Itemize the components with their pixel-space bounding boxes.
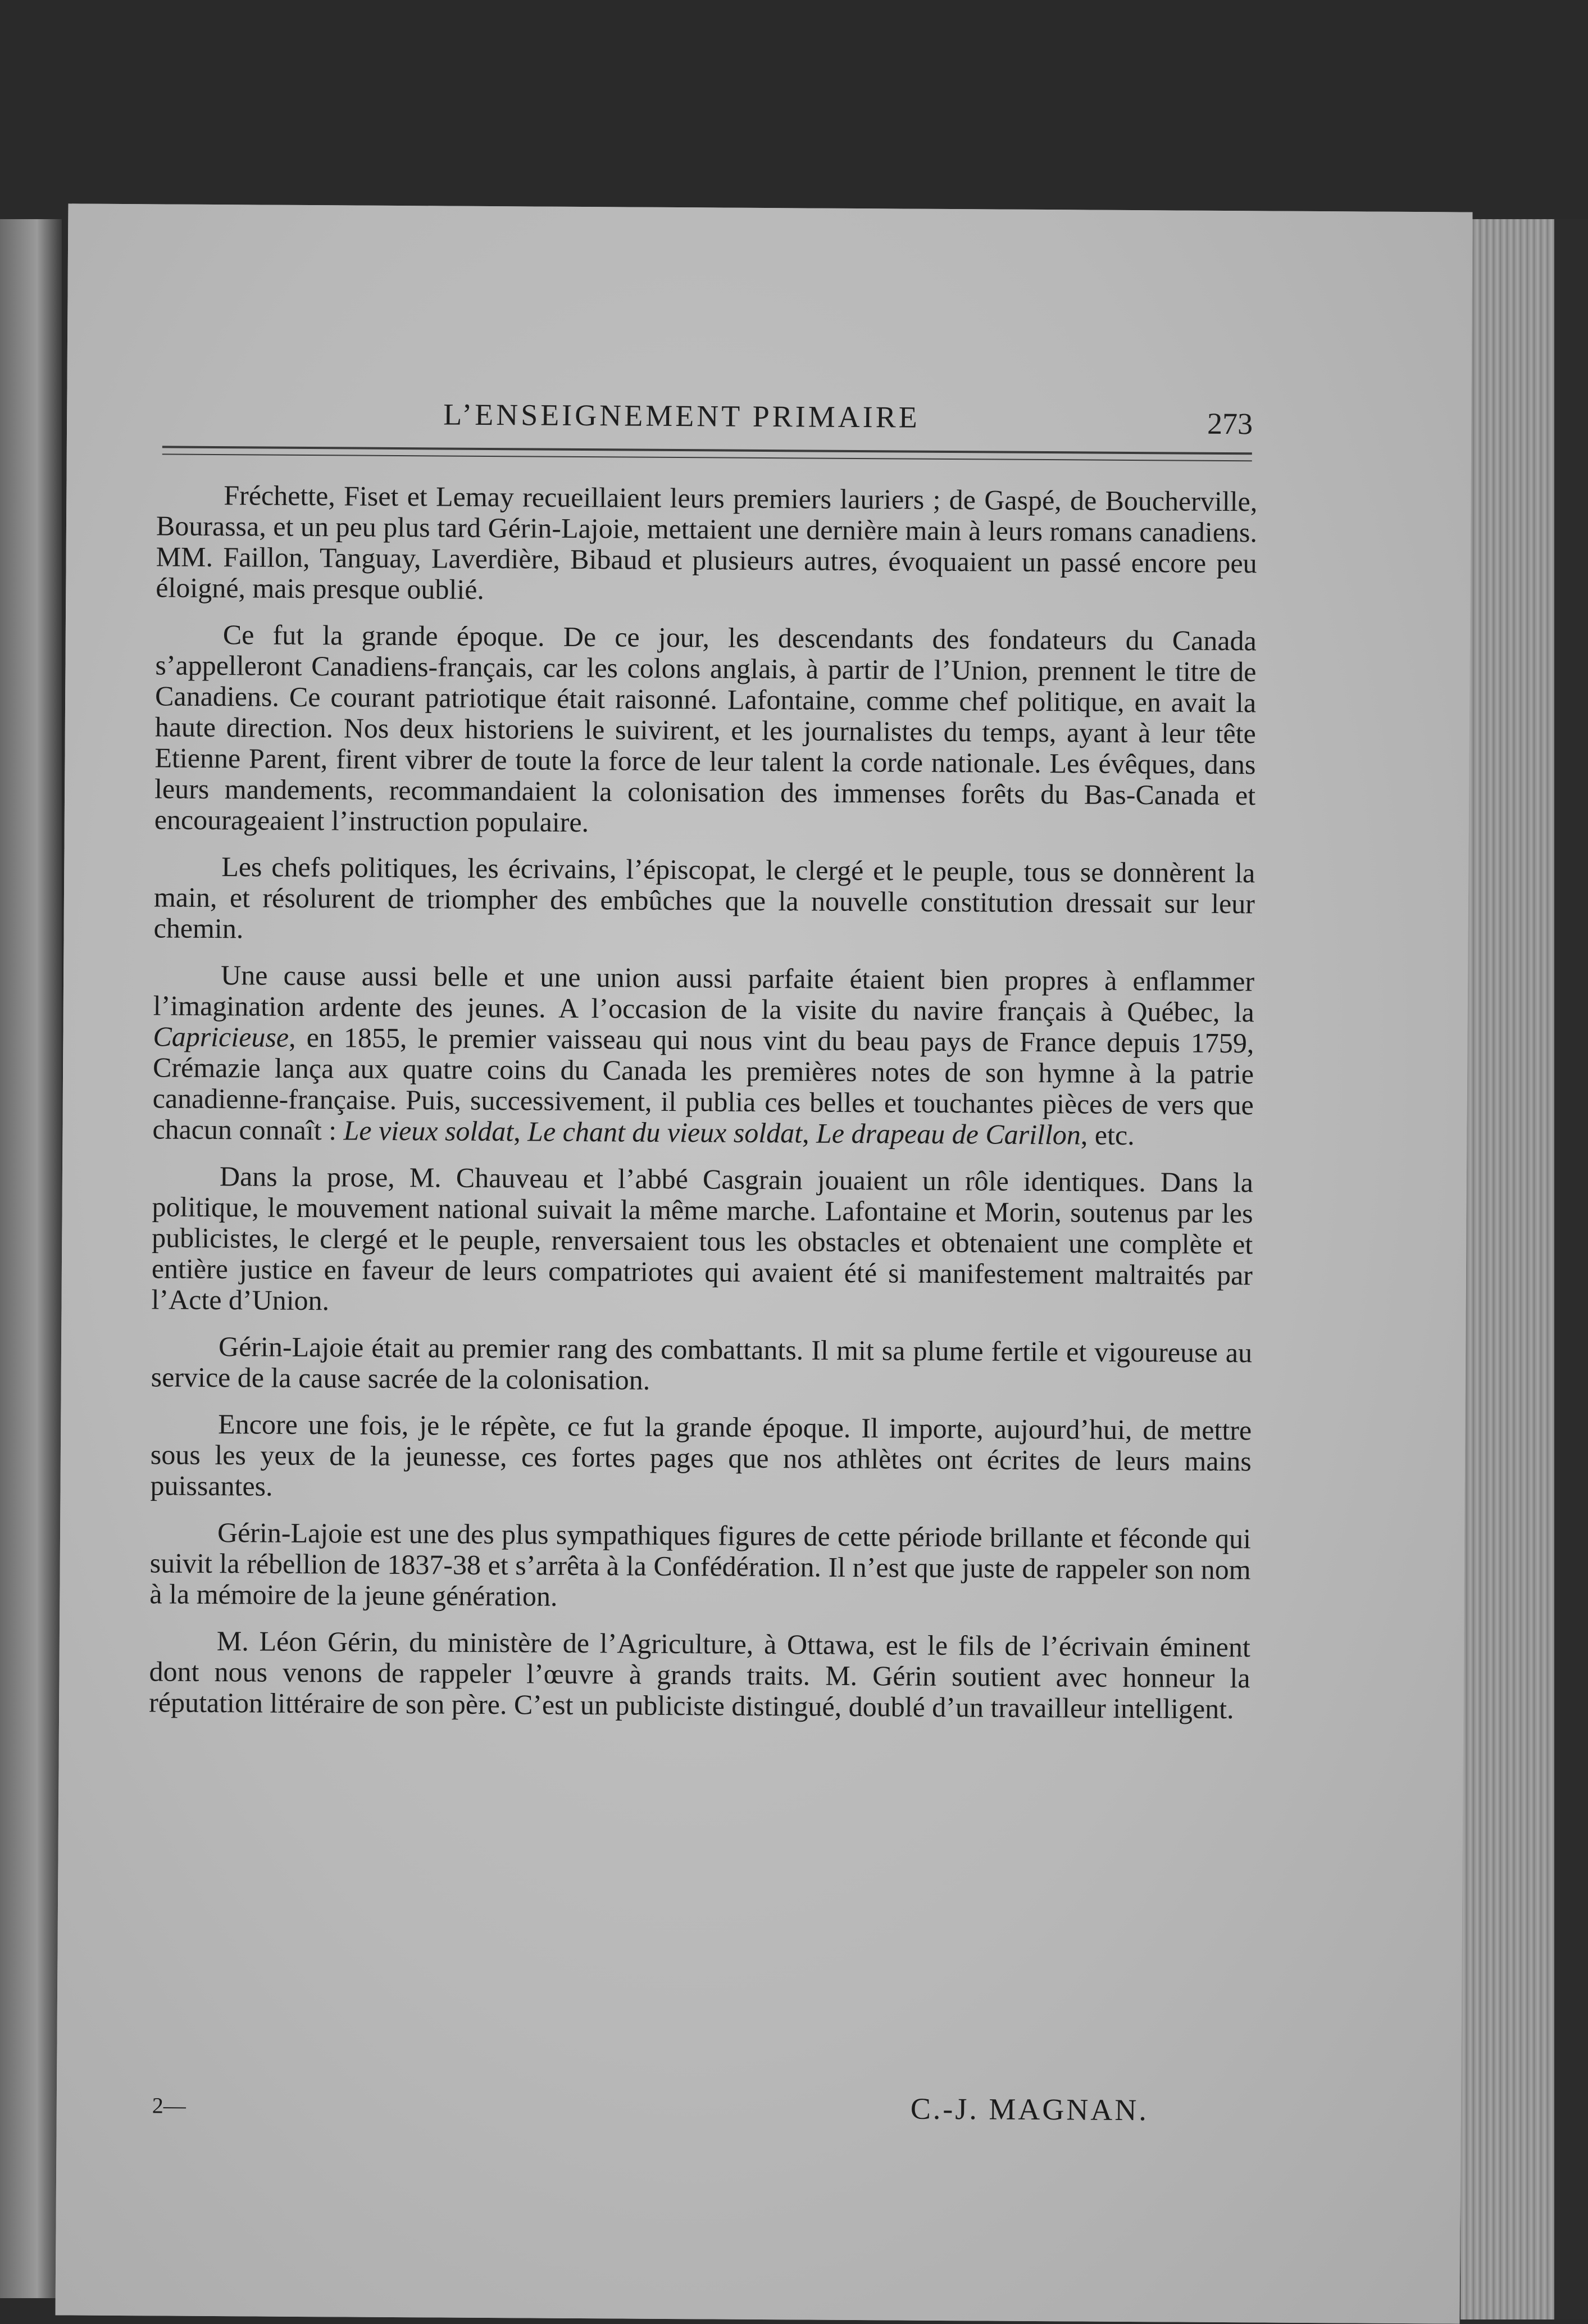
page-stack-edge	[1460, 219, 1588, 2320]
ship-name: Capricieuse	[153, 1020, 289, 1053]
book-page	[56, 203, 1473, 2323]
poem-title: Le drapeau de Carillon	[816, 1117, 1081, 1151]
paragraph: Gérin-Lajoie était au premier rang des combattants. Il mit sa plume fertile et vigoureuse au service de la cause sacrée de la colonisation.	[151, 1331, 1253, 1396]
paragraph-text: ,	[513, 1115, 528, 1147]
paragraph	[152, 959, 1254, 1151]
paragraph: M. Léon Gérin, du ministère de l’Agriculture, à Ottawa, est le fils de l’écrivain éminent dont nous venons de rappeler l’œuvre à grands traits. M. Gérin soutient avec honneur la réputation littéraire de son père. C’est un publiciste distingué, doublé d’un travailleur intelligent.	[149, 1625, 1251, 1725]
paragraph: Fréchette, Fiset et Lemay recueillaient leurs premiers lauriers ; de Gaspé, de Boucherville, Bourassa, et un peu plus tard Gérin-Lajoie, mettaient une dernière main à leurs romans canadiens. MM. Faillon, Tanguay, Laverdière, Bibaud et plusieurs autres, évoquaient un passé encore peu éloigné, mais presque oublié.	[156, 479, 1258, 605]
paragraph-text: , en 1855, le premier vaisseau qui nous vint du beau pays de France depuis 1759, Crémazie lança aux quatre coins du Canada les premières notes de son hymne à la patrie canadienne-française. Puis, successivement, il publia ces belles et touchantes pièces de vers que chacun connaît :	[152, 1021, 1254, 1146]
paragraph: Encore une fois, je le répète, ce fut la grande époque. Il importe, aujourd’hui, de mettre sous les yeux de la jeunesse, ces fortes pages que nos athlètes ont écrites de leurs mains puissantes.	[150, 1408, 1252, 1502]
page-number: 273	[1207, 406, 1253, 441]
running-head-title: L’ENSEIGNEMENT PRIMAIRE	[443, 397, 920, 434]
paragraph-text: , etc.	[1080, 1119, 1135, 1151]
paragraph: Les chefs politiques, les écrivains, l’épiscopat, le clergé et le peuple, tous se donnèrent la main, et résolurent de triompher des embûches que la nouvelle constitution dressait sur leur chemin.	[153, 851, 1255, 945]
running-head	[67, 394, 1253, 441]
footer	[152, 2086, 1220, 2138]
left-page-edge	[0, 219, 62, 2298]
paragraph: Dans la prose, M. Chauveau et l’abbé Casgrain jouaient un rôle identiques. Dans la politique, le mouvement national suivait la même marche. Lafontaine et Morin, soutenus par les publicistes, le clergé et le peuple, renversaient tous les obstacles et obtenaient une complète et entière justice en faveur de leurs compatriotes qui avaient été si manifestement maltraités par l’Acte d’Union.	[151, 1160, 1254, 1317]
paragraph: Gérin-Lajoie est une des plus sympathiques figures de cette période brillante et féconde qui suivit la rébellion de 1837-38 et s’arrêta à la Confédération. Il n’est que juste de rappeler son nom à la mémoire de la jeune génération.	[149, 1517, 1252, 1612]
author-signature: C.-J. MAGNAN.	[910, 2091, 1149, 2127]
paragraph-text: ,	[802, 1117, 817, 1149]
header-rule-thick	[162, 446, 1252, 455]
body-text	[149, 479, 1258, 1740]
paragraph: Ce fut la grande époque. De ce jour, les descendants des fondateurs du Canada s’appelleront Canadiens-français, car les colons anglais, à partir de l’Union, prennent le titre de Canadiens. Ce courant patriotique était raisonné. Lafontaine, comme chef politique, en avait la haute direction. Nos deux historiens le suivirent, et les journalistes du temps, ayant à leur tête Etienne Parent, firent vibrer de toute la force de leur talent la corde nationale. Les évêques, dans leurs mandements, recommandaient la colonisation des immenses forêts du Bas-Canada et encourageaient l’instruction populaire.	[154, 619, 1257, 838]
header-rule-thin	[162, 453, 1252, 461]
signature-mark: 2—	[152, 2092, 186, 2118]
paragraph-text: Une cause aussi belle et une union aussi parfaite étaient bien propres à enflammer l’imagination ardente des jeunes. A l’occasion de la visite du navire français à Québec, la	[153, 959, 1255, 1028]
poem-title: Le chant du vieux soldat	[527, 1115, 803, 1149]
poem-title: Le vieux soldat	[343, 1114, 514, 1147]
